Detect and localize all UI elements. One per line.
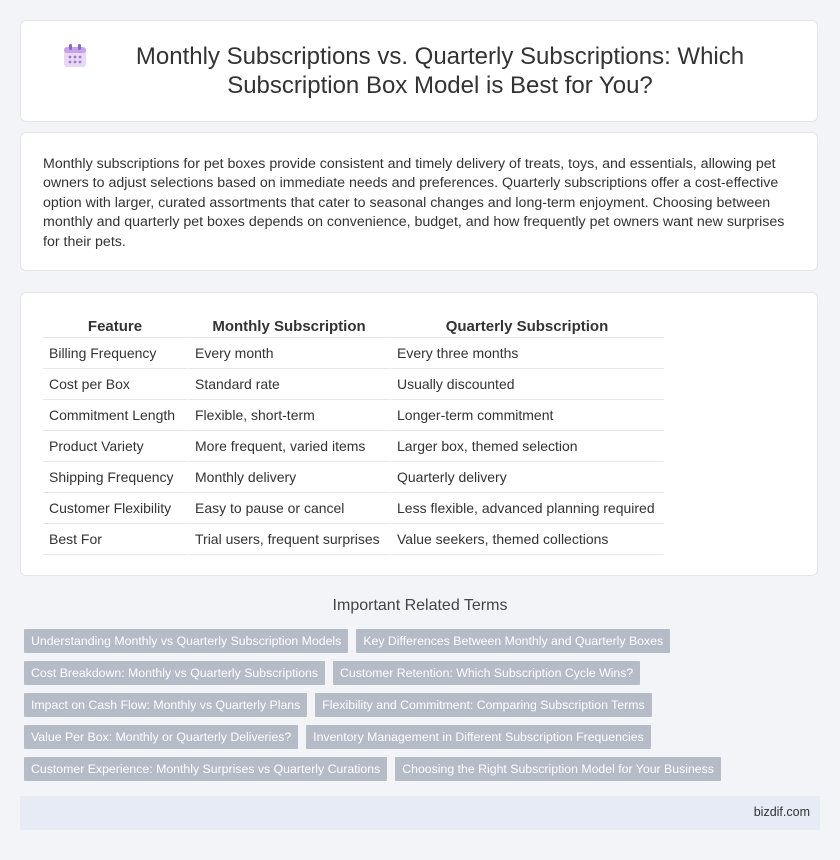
tag-row	[24, 629, 824, 653]
page-title: Monthly Subscriptions vs. Quarterly Subscriptions: Which Subscription Box Model is Best for You?	[135, 43, 745, 99]
table-cell: Product Variety	[43, 431, 189, 462]
intro-text: Monthly subscriptions for pet boxes provide consistent and timely delivery of treats, toys, and essentials, allowing pet owners to adjust selections based on immediate needs and preferences. Quarterly subscriptions offer a cost-effective option with larger, curated assortments that cater to seasonal changes and long-term enjoyment. Choosing between monthly and quarterly pet boxes depends on convenience, budget, and how frequently pet owners want new surprises for their pets.	[43, 156, 785, 250]
table-row	[43, 431, 665, 462]
table-cell: Flexible, short-term	[189, 400, 391, 431]
intro-card	[20, 132, 818, 271]
comparison-table-card	[20, 292, 818, 576]
table-row	[43, 524, 665, 555]
related-terms-list	[24, 629, 824, 789]
related-term-link[interactable]: Impact on Cash Flow: Monthly vs Quarterly Plans	[24, 693, 307, 717]
table-row	[43, 400, 665, 431]
table-cell: Cost per Box	[43, 369, 189, 400]
table-cell: Quarterly delivery	[391, 462, 665, 493]
table-cell: Every three months	[391, 338, 665, 369]
header-feature: Feature	[43, 313, 189, 338]
table-header-row	[43, 313, 665, 338]
related-term-link[interactable]: Flexibility and Commitment: Comparing Subscription Terms	[315, 693, 651, 717]
header-monthly: Monthly Subscription	[189, 313, 391, 338]
table-cell: Billing Frequency	[43, 338, 189, 369]
table-row	[43, 369, 665, 400]
tag-row	[24, 757, 824, 781]
header-quarterly: Quarterly Subscription	[391, 313, 665, 338]
footer-site-link[interactable]: bizdif.com	[753, 805, 810, 819]
calendar-icon	[61, 42, 89, 70]
related-term-link[interactable]: Understanding Monthly vs Quarterly Subscription Models	[24, 629, 348, 653]
header-card	[20, 20, 818, 122]
related-term-link[interactable]: Customer Retention: Which Subscription Cycle Wins?	[333, 661, 640, 685]
table-cell: Value seekers, themed collections	[391, 524, 665, 555]
table-cell: Commitment Length	[43, 400, 189, 431]
title-wrap	[21, 21, 817, 121]
related-term-link[interactable]: Choosing the Right Subscription Model for Your Business	[395, 757, 721, 781]
tag-row	[24, 725, 824, 749]
footer	[20, 796, 820, 830]
table-cell: Larger box, themed selection	[391, 431, 665, 462]
table-row	[43, 493, 665, 524]
table-cell: Best For	[43, 524, 189, 555]
table-cell: Shipping Frequency	[43, 462, 189, 493]
table-cell: Less flexible, advanced planning required	[391, 493, 665, 524]
tag-row	[24, 661, 824, 685]
table-cell: Easy to pause or cancel	[189, 493, 391, 524]
table-cell: Customer Flexibility	[43, 493, 189, 524]
table-row	[43, 462, 665, 493]
related-terms-title: Important Related Terms	[332, 597, 508, 614]
related-term-link[interactable]: Inventory Management in Different Subscription Frequencies	[306, 725, 651, 749]
table-cell: Usually discounted	[391, 369, 665, 400]
related-term-link[interactable]: Customer Experience: Monthly Surprises vs Quarterly Curations	[24, 757, 387, 781]
table-cell: Trial users, frequent surprises	[189, 524, 391, 555]
related-term-link[interactable]: Cost Breakdown: Monthly vs Quarterly Subscriptions	[24, 661, 325, 685]
table-cell: Standard rate	[189, 369, 391, 400]
tag-row	[24, 693, 824, 717]
related-term-link[interactable]: Value Per Box: Monthly or Quarterly Deliveries?	[24, 725, 298, 749]
table-cell: Longer-term commitment	[391, 400, 665, 431]
table-cell: Monthly delivery	[189, 462, 391, 493]
table-row	[43, 338, 665, 369]
related-term-link[interactable]: Key Differences Between Monthly and Quarterly Boxes	[356, 629, 670, 653]
table-cell: Every month	[189, 338, 391, 369]
comparison-table	[43, 313, 665, 555]
table-cell: More frequent, varied items	[189, 431, 391, 462]
